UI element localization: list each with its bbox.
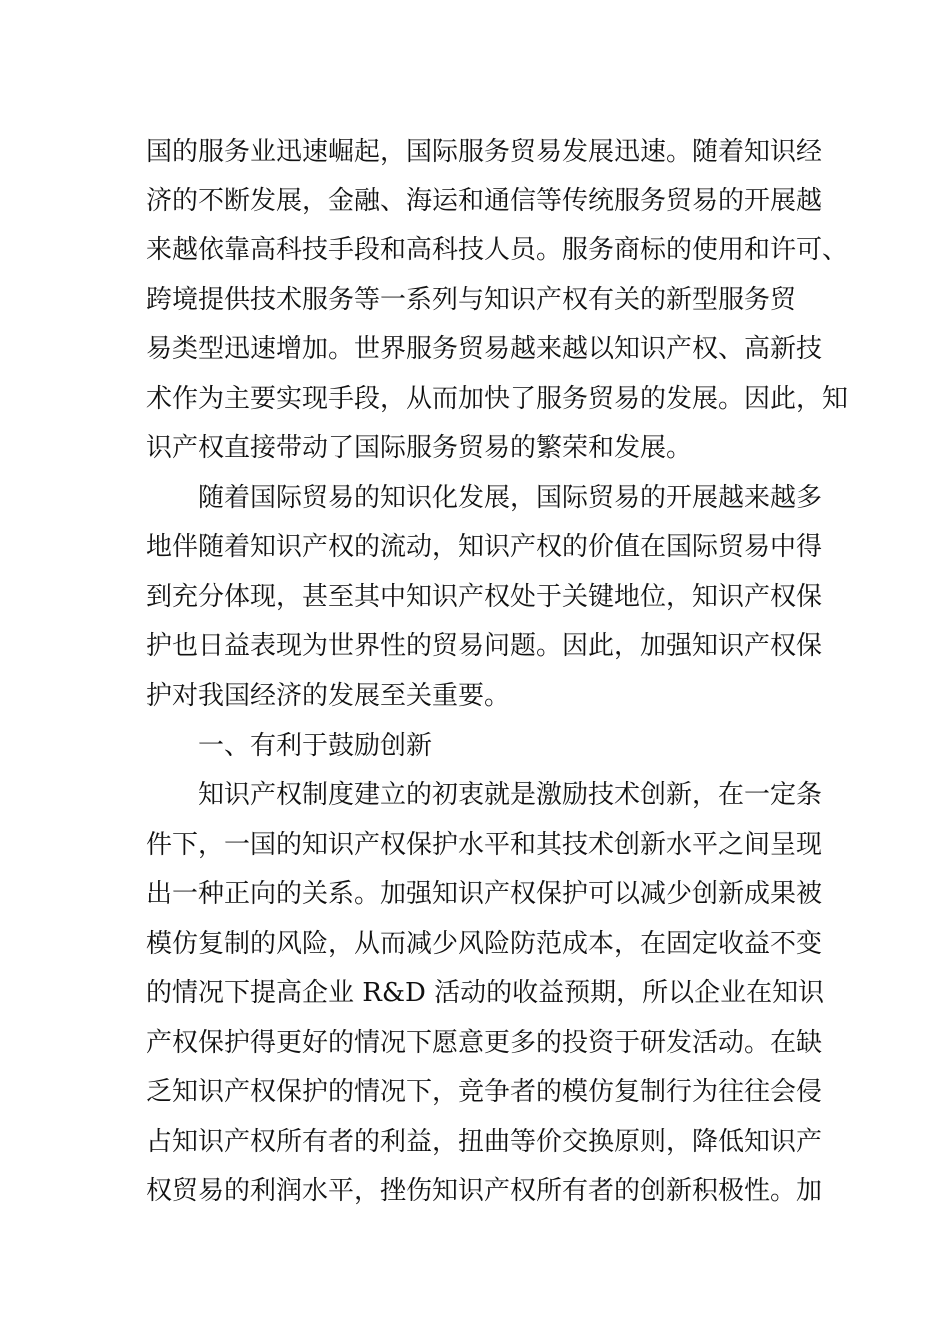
section-heading: 一、有利于鼓励创新 xyxy=(198,731,433,761)
text-line: 产权保护得更好的情况下愿意更多的投资于研发活动。在缺 xyxy=(146,1028,823,1058)
text-line: 易类型迅速增加。世界服务贸易越来越以知识产权、高新技 xyxy=(146,334,823,364)
text-line: 识产权直接带动了国际服务贸易的繁荣和发展。 xyxy=(146,433,693,463)
text-line: 权贸易的利润水平，挫伤知识产权所有者的创新积极性。加 xyxy=(146,1176,823,1206)
text-line: 济的不断发展，金融、海运和通信等传统服务贸易的开展越 xyxy=(146,186,823,216)
text-line: 知识产权制度建立的初衷就是激励技术创新，在一定条 xyxy=(198,780,823,810)
text-line: 占知识产权所有者的利益，扭曲等价交换原则，降低知识产 xyxy=(146,1127,823,1157)
text-line: 术作为主要实现手段，从而加快了服务贸易的发展。因此，知 xyxy=(146,384,849,414)
text-line: 件下，一国的知识产权保护水平和其技术创新水平之间呈现 xyxy=(146,830,823,860)
text-line: 模仿复制的风险，从而减少风险防范成本，在固定收益不变 xyxy=(146,929,823,959)
text-line: 护也日益表现为世界性的贸易问题。因此，加强知识产权保 xyxy=(146,631,823,661)
text-line: 的情况下提高企业 R&D 活动的收益预期，所以企业在知识 xyxy=(146,978,825,1008)
text-line: 来越依靠高科技手段和高科技人员。服务商标的使用和许可、 xyxy=(146,235,849,265)
text-line: 地伴随着知识产权的流动，知识产权的价值在国际贸易中得 xyxy=(146,532,823,562)
text-line: 护对我国经济的发展至关重要。 xyxy=(146,681,511,711)
text-line: 随着国际贸易的知识化发展，国际贸易的开展越来越多 xyxy=(198,483,823,513)
text-line: 跨境提供技术服务等一系列与知识产权有关的新型服务贸 xyxy=(146,285,797,315)
text-line: 国的服务业迅速崛起，国际服务贸易发展迅速。随着知识经 xyxy=(146,137,823,167)
text-line: 乏知识产权保护的情况下，竞争者的模仿复制行为往往会侵 xyxy=(146,1077,823,1107)
text-line: 到充分体现，甚至其中知识产权处于关键地位，知识产权保 xyxy=(146,582,823,612)
text-line: 出一种正向的关系。加强知识产权保护可以减少创新成果被 xyxy=(146,879,823,909)
